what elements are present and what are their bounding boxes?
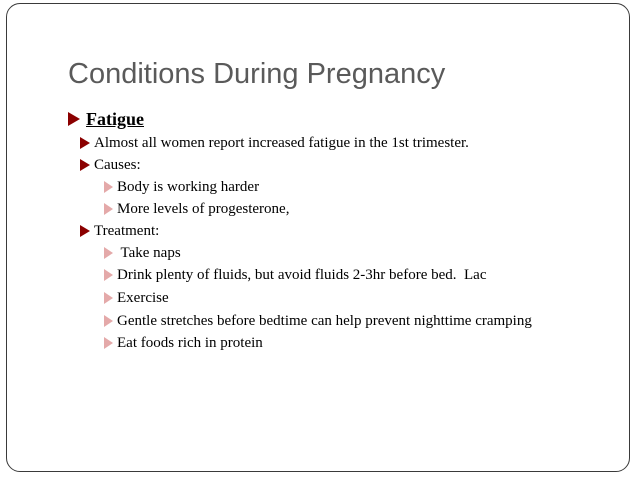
sub-bullet [104, 243, 181, 263]
sub-bullet [104, 177, 259, 197]
sub-bullet-text: Body is working harder [117, 178, 260, 195]
bullet-arrow-icon [104, 269, 113, 281]
sub-bullet [104, 288, 169, 308]
bullet-arrow-icon [104, 203, 113, 215]
sub-bullet-text: Exercise [117, 289, 169, 306]
sub-bullet-text: More levels of progesterone, [117, 200, 290, 217]
sub-bullet [104, 199, 289, 219]
bullet-arrow-icon [104, 315, 113, 327]
sub-bullet-text: Eat foods rich in protein [117, 334, 263, 351]
bullet-text: Almost all women report increased fatigue in the 1st trimester. [94, 134, 469, 151]
sub-bullet-text: Gentle stretches before bedtime can help prevent nighttime cramping [117, 312, 532, 329]
sub-bullet [104, 311, 532, 331]
bullet-point [80, 221, 159, 241]
section-heading: Fatigue [86, 108, 144, 129]
sub-bullet [104, 333, 263, 353]
slide-title: Conditions During Pregnancy [68, 58, 446, 90]
bullet-arrow-icon [104, 337, 113, 349]
sub-bullet-text: Take naps [117, 244, 181, 261]
bullet-arrow-icon [104, 247, 113, 259]
bullet-arrow-icon [80, 137, 90, 149]
bullet-arrow-icon [104, 181, 113, 193]
sub-bullet [104, 265, 487, 285]
sub-bullet-text: Drink plenty of fluids, but avoid fluids 2-3hr before bed. Lac [117, 266, 487, 283]
bullet-text: Causes: [94, 156, 141, 173]
bullet-arrow-icon [68, 112, 80, 126]
bullet-point [80, 133, 469, 153]
bullet-point [80, 155, 141, 175]
bullet-arrow-icon [104, 292, 113, 304]
bullet-text: Treatment: [94, 222, 160, 239]
bullet-arrow-icon [80, 159, 90, 171]
bullet-arrow-icon [80, 225, 90, 237]
bullet-fatigue [68, 108, 144, 130]
